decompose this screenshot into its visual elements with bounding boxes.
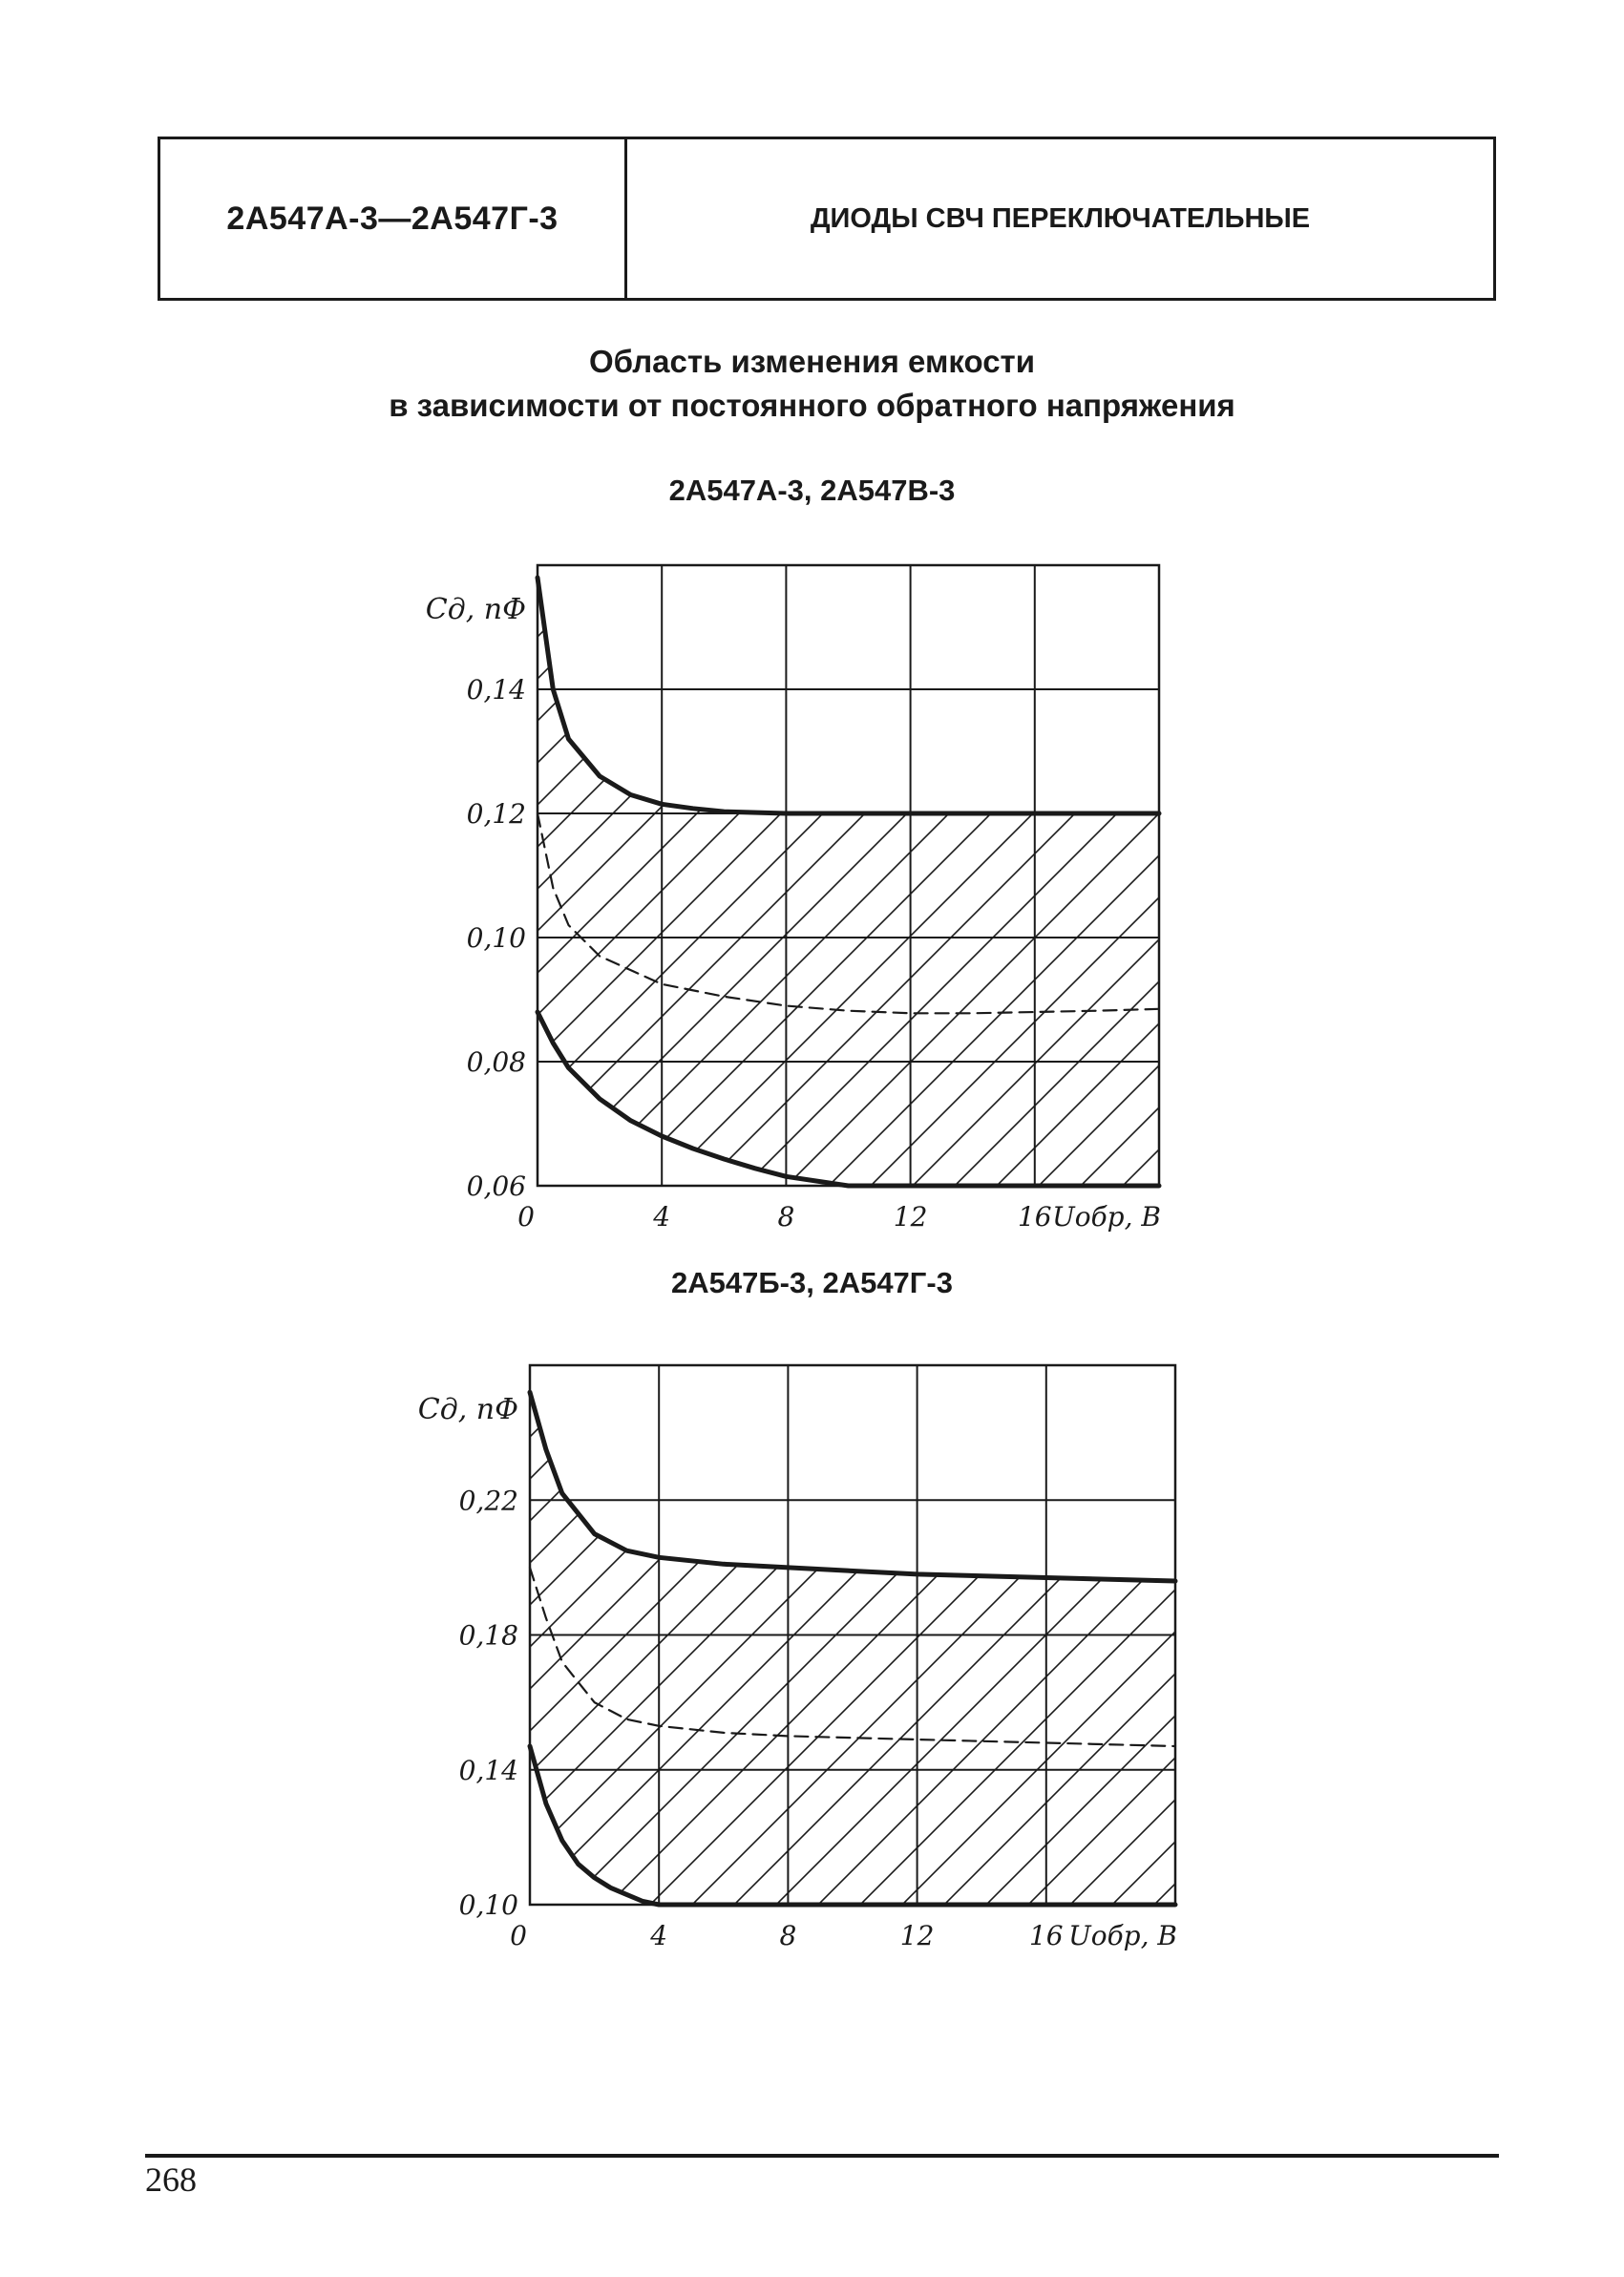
chart2-plot [0, 1337, 1624, 1951]
c1-series-0 [538, 578, 1159, 813]
c1-xlabel: Uобр, В [1052, 1201, 1161, 1233]
c1-xtick-label: 8 [777, 1201, 795, 1233]
device-category: ДИОДЫ СВЧ ПЕРЕКЛЮЧАТЕЛЬНЫЕ [810, 202, 1311, 234]
chart1-plot [0, 544, 1624, 1232]
c1-xtick-label: 4 [653, 1201, 671, 1233]
c1-xtick-label: 0 [517, 1201, 535, 1233]
c2-xlabel: Uобр, В [1068, 1920, 1177, 1951]
c2-xtick-label: 12 [899, 1920, 935, 1951]
chart1-title: 2А547А-3, 2А547В-3 [668, 474, 956, 507]
header-box [158, 137, 1496, 301]
c1-ytick-label: 0,10 [466, 922, 526, 954]
c2-ytick-label: 0,10 [458, 1889, 518, 1921]
c1-ytick-label: 0,06 [466, 1170, 526, 1202]
section-title-line2: в зависимости от постоянного обратного напряжения [389, 388, 1235, 423]
c2-xtick-label: 0 [510, 1920, 527, 1951]
c2-xtick-label: 4 [650, 1920, 668, 1951]
c1-ylabel: Cд, пФ [425, 593, 526, 626]
c1-xtick-label: 12 [893, 1201, 928, 1233]
c1-hatched-region [538, 578, 1159, 1186]
c2-ytick-label: 0,22 [458, 1485, 518, 1517]
c2-hatched-region [530, 1392, 1175, 1905]
c1-ytick-label: 0,08 [466, 1046, 526, 1078]
c2-ylabel: Cд, пФ [417, 1393, 518, 1426]
c2-ytick-label: 0,14 [458, 1754, 518, 1786]
c1-xtick-label: 16 [1017, 1201, 1052, 1233]
c2-xtick-label: 8 [779, 1920, 797, 1951]
device-code: 2А547А-3—2А547Г-3 [160, 139, 627, 298]
page-number: 268 [145, 2161, 197, 2199]
c1-ytick-label: 0,12 [466, 798, 526, 830]
c1-ytick-label: 0,14 [466, 674, 526, 706]
c2-series-0 [530, 1392, 1175, 1581]
footer-rule [145, 2154, 1499, 2158]
c2-ytick-label: 0,18 [458, 1619, 518, 1652]
section-title-line1: Область изменения емкости [588, 344, 1035, 379]
c2-xtick-label: 16 [1028, 1920, 1064, 1951]
chart2-title: 2А547Б-3, 2А547Г-3 [671, 1266, 953, 1299]
